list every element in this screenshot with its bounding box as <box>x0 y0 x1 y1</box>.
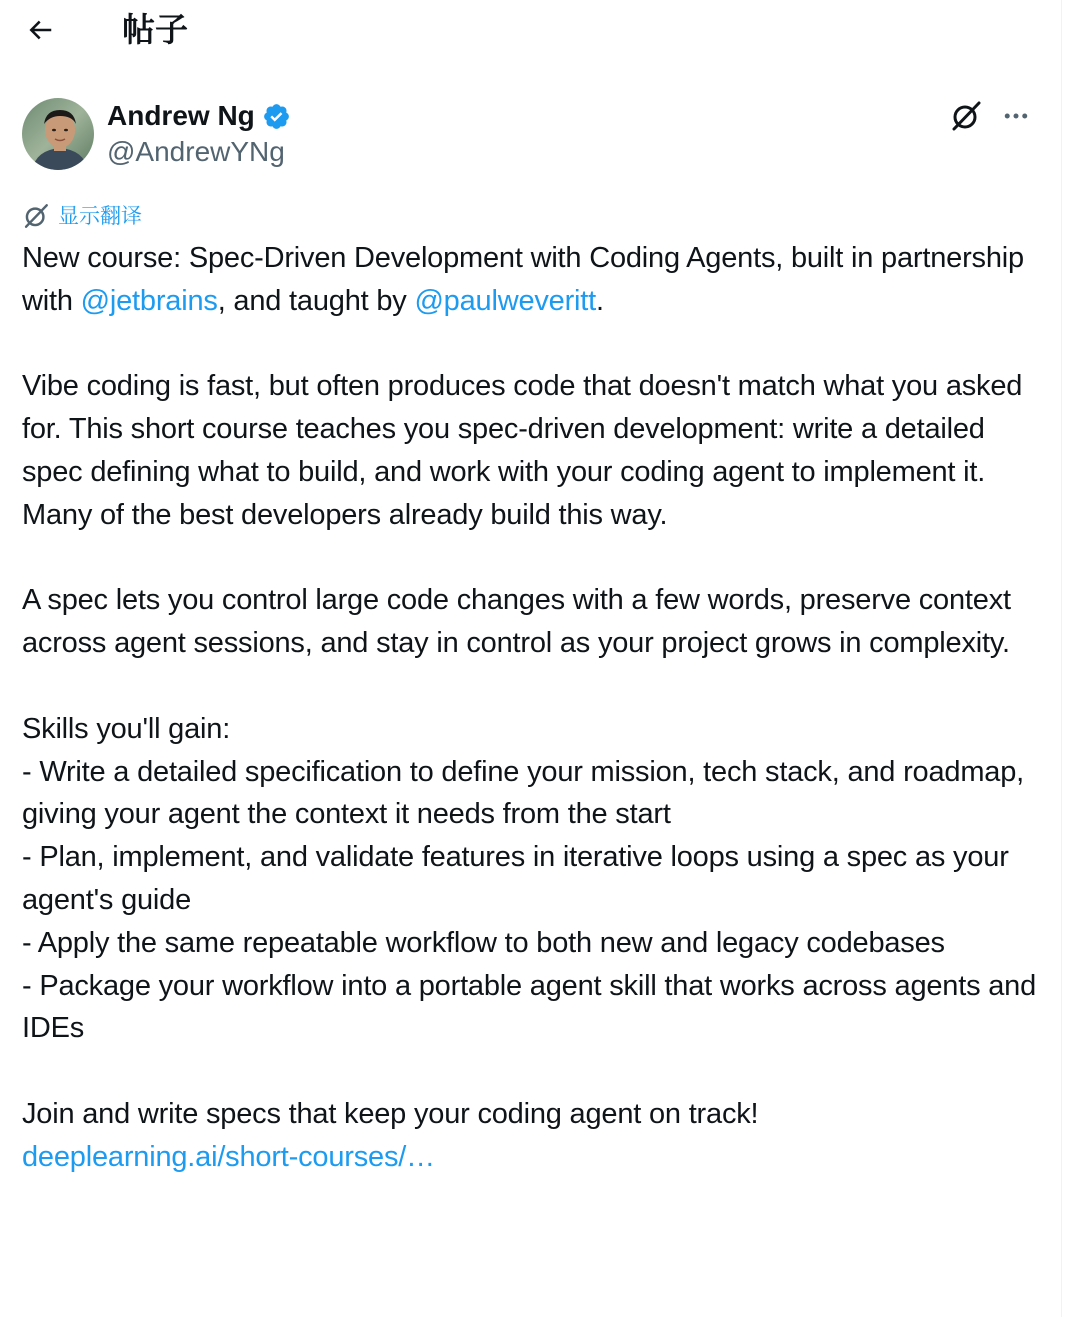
skills-list <box>22 708 1052 1050</box>
top-bar <box>0 0 1060 62</box>
post-text-segment: New course: Spec-Driven Development with Coding Agents, built in partnership with <box>22 242 1024 317</box>
course-link[interactable]: deeplearning.ai/short-courses/… <box>22 1140 435 1173</box>
grok-icon <box>949 99 983 133</box>
post-text <box>22 237 1052 1179</box>
skill-item: - Package your workflow into a portable agent skill that works across agents and IDEs <box>22 969 1037 1045</box>
closing-text: Join and write specs that keep your coding agent on track! <box>22 1097 759 1130</box>
column-divider <box>1061 0 1062 1317</box>
grok-icon <box>22 202 50 230</box>
more-horizontal-icon <box>1001 101 1031 131</box>
skills-heading: Skills you'll gain: <box>22 712 231 745</box>
post-paragraph: Vibe coding is fast, but often produces code that doesn't match what you asked for. This short course teaches you spec-driven development: write a detailed spec defining what to build, and work with your coding agent to implement it. Many of the best developers already build this way. <box>22 370 1023 531</box>
more-options-button[interactable] <box>996 96 1036 136</box>
skill-item: - Write a detailed specification to define your mission, tech stack, and roadmap, giving your agent the context it needs from the start <box>22 755 1025 831</box>
arrow-left-icon <box>25 15 55 45</box>
author-name[interactable]: Andrew Ng <box>107 100 255 131</box>
post-text-segment: . <box>596 284 604 317</box>
mention-link[interactable]: @paulweveritt <box>414 284 597 317</box>
post-paragraph <box>22 1093 1052 1179</box>
verified-badge-icon <box>262 102 291 131</box>
back-button[interactable] <box>18 8 62 52</box>
author-name-row <box>107 97 291 135</box>
show-translation-button[interactable] <box>22 199 142 233</box>
post-paragraph <box>22 237 1052 323</box>
show-translation-label: 显示翻译 <box>58 204 142 228</box>
profile-photo <box>22 98 94 170</box>
page-title: 帖子 <box>122 10 188 49</box>
post-text-segment: , and taught by <box>217 284 415 317</box>
skill-item: - Plan, implement, and validate features in iterative loops using a spec as your agent's guide <box>22 841 1009 916</box>
author-handle[interactable]: @AndrewYNg <box>107 136 285 167</box>
grok-button[interactable] <box>946 96 986 136</box>
mention-link[interactable]: @jetbrains <box>80 284 218 317</box>
skill-item: - Apply the same repeatable workflow to both new and legacy codebases <box>22 926 945 959</box>
post-paragraph: A spec lets you control large code changes with a few words, preserve context across agent sessions, and stay in control as your project grows in complexity. <box>22 584 1011 660</box>
avatar[interactable] <box>22 98 94 170</box>
